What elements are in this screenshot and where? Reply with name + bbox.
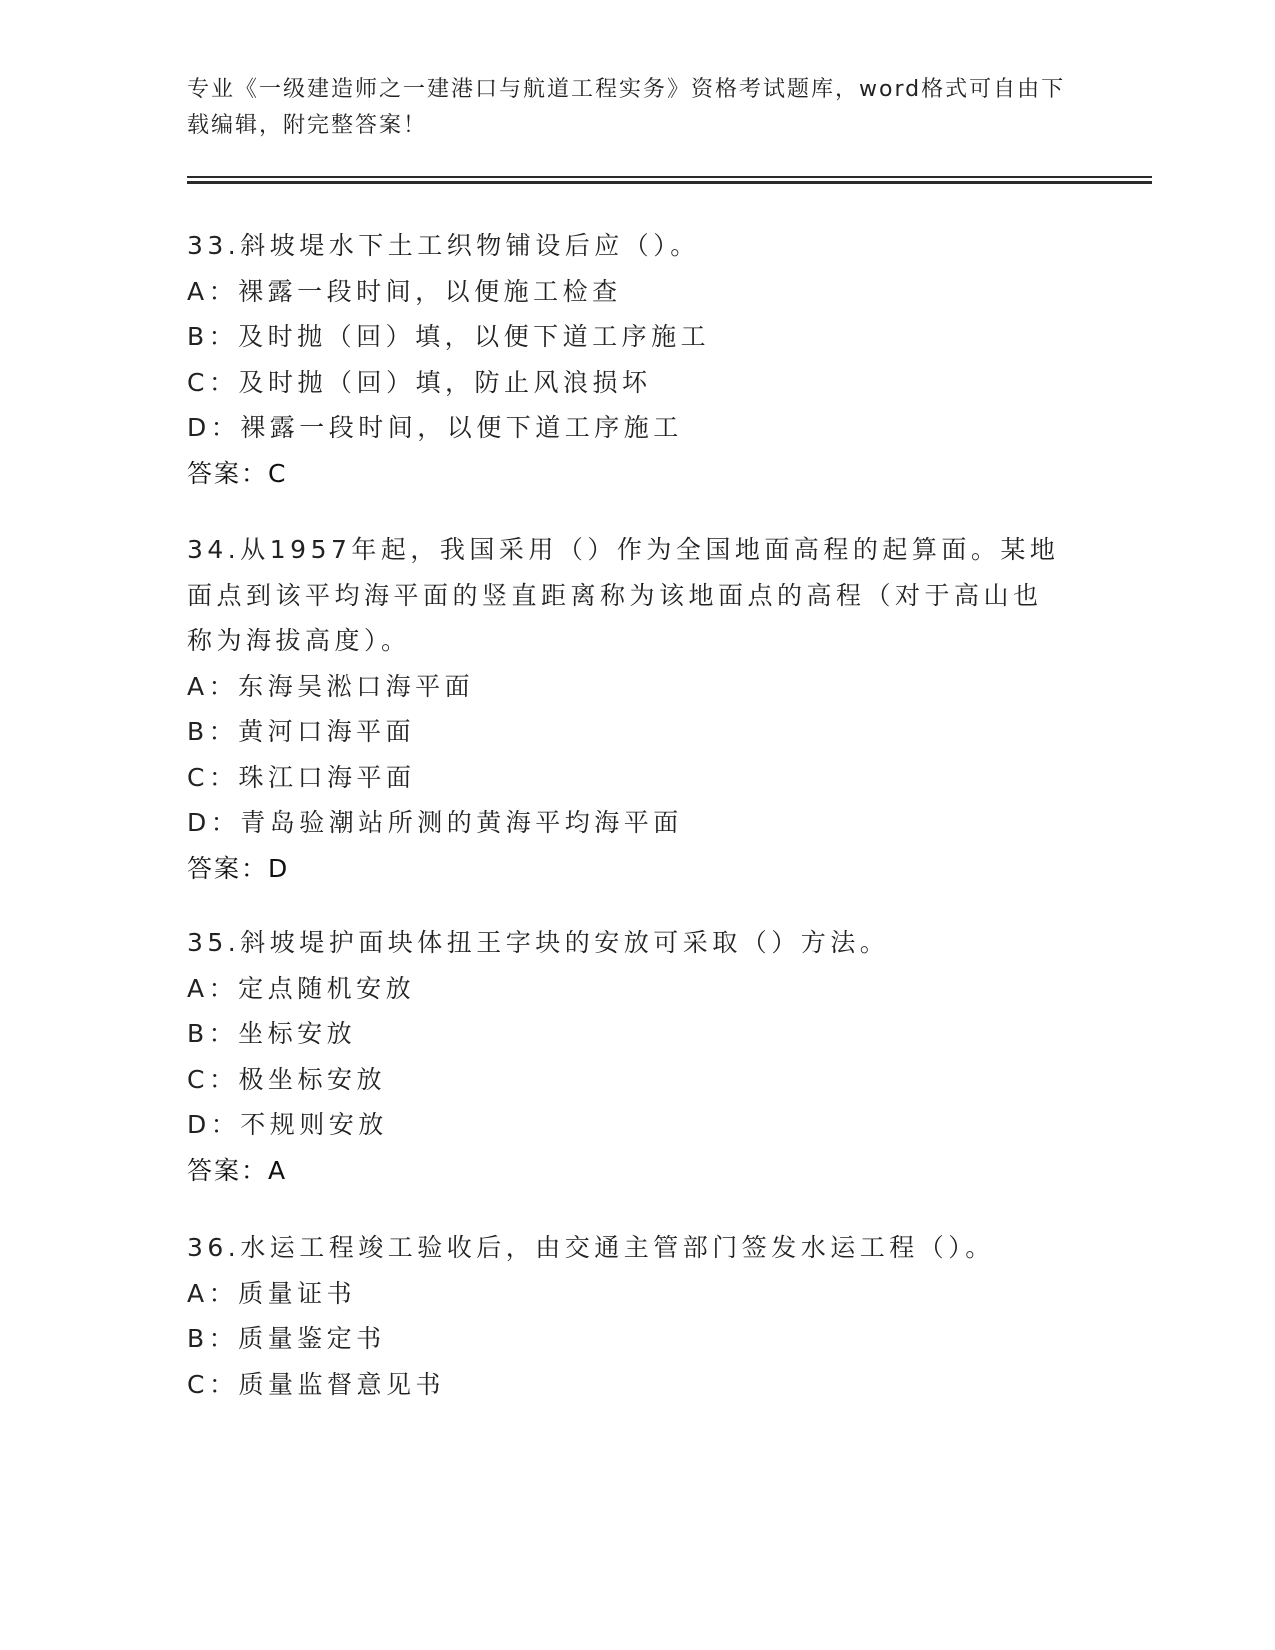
answer-line <box>187 451 1087 497</box>
option-b: B：黄河口海平面 <box>187 717 416 746</box>
document-header: 专业《一级建造师之一建港口与航道工程实务》资格考试题库，word格式可自由下载编辑，附完整答案！ <box>187 77 1066 138</box>
answer-label: 答案： <box>187 458 269 488</box>
option-c: C：质量监督意见书 <box>187 1369 445 1399</box>
answer-value: C <box>268 458 286 488</box>
question-stem: 33.斜坡堤水下土工织物铺设后应（）。 <box>187 231 700 260</box>
answer-line <box>187 846 1087 892</box>
question-33 <box>187 223 1087 496</box>
option-c: C：极坐标安放 <box>187 1064 386 1094</box>
question-36 <box>187 1225 1087 1407</box>
option-b: B：质量鉴定书 <box>187 1324 386 1353</box>
answer-value: D <box>268 853 288 883</box>
option-a: A：裸露一段时间，以便施工检查 <box>187 276 622 306</box>
question-stem: 35.斜坡堤护面块体扭王字块的安放可采取（）方法。 <box>187 928 890 957</box>
header-divider-thin <box>187 176 1152 178</box>
question-stem: 34.从1957年起，我国采用（）作为全国地面高程的起算面。某地面点到该平均海平面的竖直距离称为该地面点的高程（对于高山也称为海拔高度）。 <box>187 535 1060 655</box>
option-d: D：青岛验潮站所测的黄海平均海平面 <box>187 808 683 837</box>
question-34 <box>187 527 1087 891</box>
question-stem: 36.水运工程竣工验收后，由交通主管部门签发水运工程（）。 <box>187 1233 995 1262</box>
option-d: D：裸露一段时间，以便下道工序施工 <box>187 413 683 442</box>
option-d: D：不规则安放 <box>187 1110 388 1139</box>
answer-line <box>187 1148 1087 1194</box>
option-a: A：质量证书 <box>187 1278 357 1308</box>
option-a: A：定点随机安放 <box>187 973 416 1003</box>
option-c: C：珠江口海平面 <box>187 762 416 792</box>
question-35 <box>187 920 1087 1193</box>
answer-label: 答案： <box>187 1155 269 1185</box>
header-divider-thick <box>187 181 1152 184</box>
option-b: B：及时抛（回）填，以便下道工序施工 <box>187 322 711 351</box>
answer-label: 答案： <box>187 853 269 883</box>
option-b: B：坐标安放 <box>187 1019 357 1048</box>
option-c: C：及时抛（回）填，防止风浪损坏 <box>187 367 652 397</box>
option-a: A：东海吴淞口海平面 <box>187 671 475 701</box>
answer-value: A <box>268 1155 286 1185</box>
